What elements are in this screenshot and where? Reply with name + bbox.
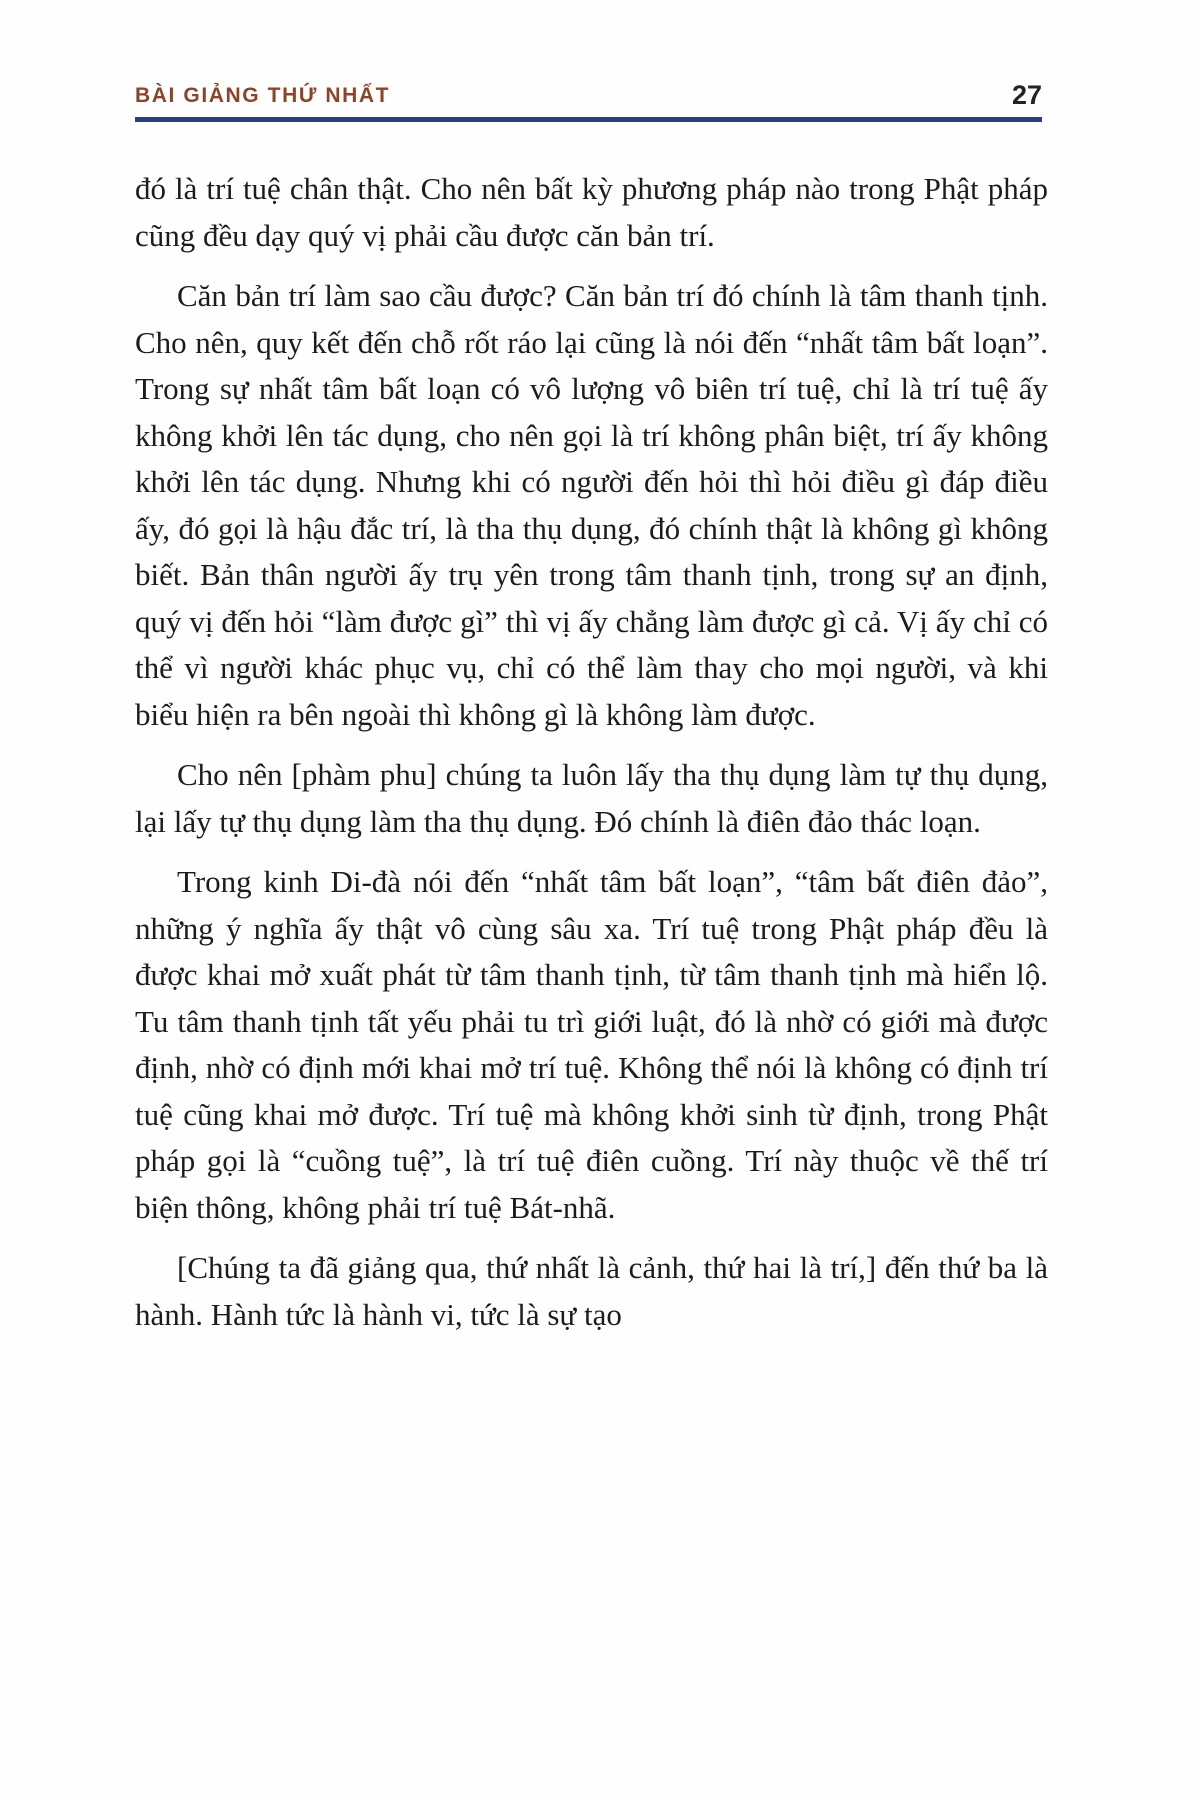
running-header-title: BÀI GIẢNG THỨ NHẤT [135, 84, 391, 107]
paragraph: Cho nên [phàm phu] chúng ta luôn lấy tha thụ dụng làm tự thụ dụng, lại lấy tự thụ dụng làm tha thụ dụng. Đó chính là điên đảo thác loạn. [135, 757, 1048, 839]
paragraph: Căn bản trí làm sao cầu được? Căn bản trí đó chính là tâm thanh tịnh. Cho nên, quy kết đến chỗ rốt ráo lại cũng là nói đến “nhất tâm bất loạn”. Trong sự nhất tâm bất loạn có vô lượng vô biên trí tuệ, chỉ là trí tuệ ấy không khởi lên tác dụng, cho nên gọi là trí không phân biệt, trí ấy không khởi lên tác dụng. Nhưng khi có người đến hỏi thì hỏi điều gì đáp điều ấy, đó gọi là hậu đắc trí, là tha thụ dụng, đó chính thật là không gì không biết. Bản thân người ấy trụ yên trong tâm thanh tịnh, trong sự an định, quý vị đến hỏi “làm được gì” thì vị ấy chẳng làm được gì cả. Vị ấy chỉ có thể vì người khác phục vụ, chỉ có thể làm thay cho mọi người, và khi biểu hiện ra bên ngoài thì không gì là không làm được. [135, 278, 1048, 732]
paragraph: Trong kinh Di-đà nói đến “nhất tâm bất loạn”, “tâm bất điên đảo”, những ý nghĩa ấy thật vô cùng sâu xa. Trí tuệ trong Phật pháp đều là được khai mở xuất phát từ tâm thanh tịnh, từ tâm thanh tịnh mà hiển lộ. Tu tâm thanh tịnh tất yếu phải tu trì giới luật, đó là nhờ có giới mà được định, nhờ có định mới khai mở trí tuệ. Không thể nói là không có định trí tuệ cũng khai mở được. Trí tuệ mà không khởi sinh từ định, trong Phật pháp gọi là “cuồng tuệ”, là trí tuệ điên cuồng. Trí này thuộc về thế trí biện thông, không phải trí tuệ Bát-nhã. [135, 864, 1048, 1225]
paragraph: [Chúng ta đã giảng qua, thứ nhất là cảnh, thứ hai là trí,] đến thứ ba là hành. Hành tức là hành vi, tức là sự tạo [135, 1250, 1048, 1332]
paragraph-continuation: đó là trí tuệ chân thật. Cho nên bất kỳ phương pháp nào trong Phật pháp cũng đều dạy quý vị phải cầu được căn bản trí. [135, 171, 1048, 253]
body-text [135, 166, 1048, 1352]
header-rule [135, 117, 1042, 122]
page-number: 27 [1011, 80, 1042, 110]
page-header [135, 80, 1042, 122]
